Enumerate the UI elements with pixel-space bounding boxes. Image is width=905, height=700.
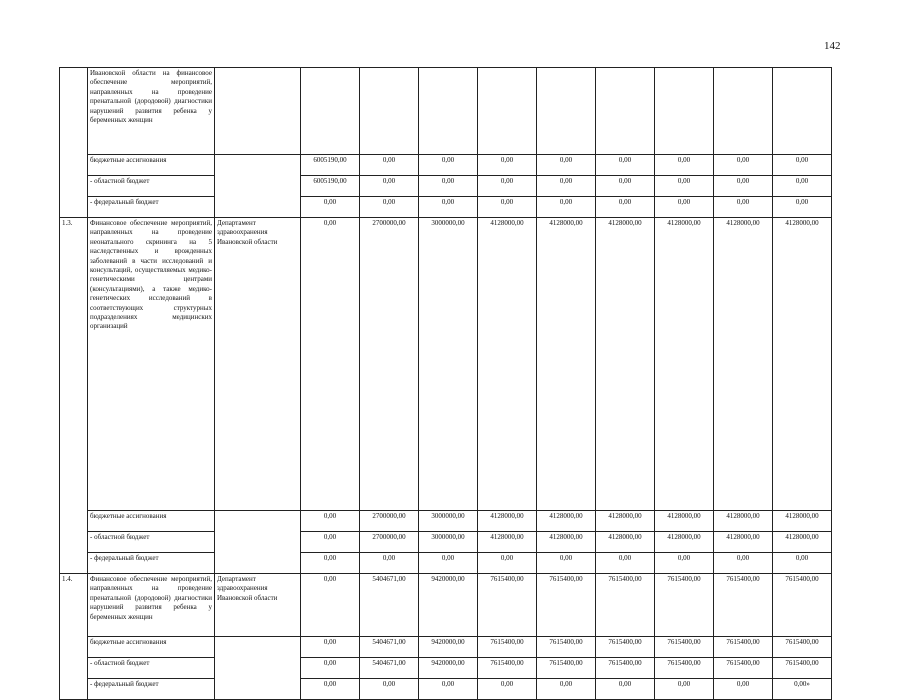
value-cell: 0,00	[655, 155, 714, 176]
value-cell: 6005190,00	[301, 155, 360, 176]
value-cell: 5404671,00	[360, 637, 419, 658]
value-cell: 0,00	[301, 197, 360, 218]
value-cell: 4128000,00	[655, 532, 714, 553]
value-cell: 0,00	[419, 176, 478, 197]
value-cell: 4128000,00	[537, 532, 596, 553]
budget-row	[60, 155, 832, 176]
value-cell: 0,00	[714, 553, 773, 574]
budget-row-label: - областной бюджет	[88, 658, 215, 679]
value-cell: 4128000,00	[478, 511, 537, 532]
value-cell: 6005190,00	[301, 176, 360, 197]
value-cell: 7615400,00	[714, 574, 773, 637]
value-cell: 0,00	[301, 218, 360, 511]
value-cell: 0,00	[419, 197, 478, 218]
measure-row	[60, 574, 832, 637]
value-cell	[360, 68, 419, 155]
value-cell	[478, 68, 537, 155]
value-cell: 4128000,00	[537, 511, 596, 532]
value-cell	[537, 68, 596, 155]
value-cell: 0,00	[596, 679, 655, 700]
value-cell: 7615400,00	[655, 658, 714, 679]
measure-description: Финансовое обеспечение мероприятий, направленных на проведение пренатальной (дородовой) диагностики нарушений развития ребенка у беременных женщин	[88, 574, 215, 637]
value-cell: 9420000,00	[419, 637, 478, 658]
value-cell: 0,00	[596, 155, 655, 176]
value-cell: 0,00	[537, 553, 596, 574]
value-cell: 0,00	[478, 679, 537, 700]
budget-row	[60, 511, 832, 532]
value-cell: 7615400,00	[478, 637, 537, 658]
budget-row-label: - областной бюджет	[88, 176, 215, 197]
budget-row	[60, 679, 832, 700]
measure-code: 1.4.	[60, 574, 88, 700]
value-cell: 5404671,00	[360, 574, 419, 637]
budget-row	[60, 553, 832, 574]
measure-row	[60, 68, 832, 155]
value-cell: 9420000,00	[419, 658, 478, 679]
value-cell: 0,00	[773, 155, 832, 176]
value-cell: 0,00	[773, 176, 832, 197]
value-cell: 0,00	[360, 553, 419, 574]
value-cell: 0,00	[596, 176, 655, 197]
value-cell: 7615400,00	[596, 574, 655, 637]
value-cell: 7615400,00	[537, 637, 596, 658]
budget-row-label: - федеральный бюджет	[88, 197, 215, 218]
value-cell	[419, 68, 478, 155]
value-cell: 0,00	[537, 197, 596, 218]
value-cell: 0,00	[537, 155, 596, 176]
value-cell: 0,00	[360, 679, 419, 700]
measure-executor	[215, 68, 301, 155]
value-cell: 0,00	[360, 197, 419, 218]
value-cell: 4128000,00	[478, 532, 537, 553]
value-cell	[301, 68, 360, 155]
value-cell: 0,00	[655, 176, 714, 197]
page-number: 142	[824, 40, 841, 52]
value-cell: 0,00	[714, 176, 773, 197]
measure-code	[60, 68, 88, 218]
measure-executor: Департамент здравоохранения Ивановской области	[215, 574, 301, 637]
value-cell: 0,00	[478, 155, 537, 176]
value-cell: 7615400,00	[596, 637, 655, 658]
budget-row	[60, 658, 832, 679]
value-cell: 4128000,00	[773, 511, 832, 532]
budget-row	[60, 532, 832, 553]
value-cell: 0,00	[301, 553, 360, 574]
value-cell: 0,00	[655, 679, 714, 700]
value-cell: 0,00	[655, 553, 714, 574]
value-cell: 4128000,00	[714, 532, 773, 553]
value-cell: 0,00	[419, 553, 478, 574]
executor-spacer	[215, 511, 301, 574]
value-cell: 7615400,00	[773, 658, 832, 679]
executor-spacer	[215, 155, 301, 218]
value-cell: 0,00	[360, 155, 419, 176]
budget-row-label: бюджетные ассигнования	[88, 155, 215, 176]
value-cell: 5404671,00	[360, 658, 419, 679]
budget-row-label: - федеральный бюджет	[88, 679, 215, 700]
value-cell: 7615400,00	[714, 637, 773, 658]
value-cell: 0,00	[596, 197, 655, 218]
budget-row	[60, 176, 832, 197]
value-cell: 0,00	[360, 176, 419, 197]
value-cell: 3000000,00	[419, 532, 478, 553]
value-cell: 4128000,00	[655, 218, 714, 511]
value-cell	[596, 68, 655, 155]
value-cell: 9420000,00	[419, 574, 478, 637]
value-cell: 0,00	[478, 176, 537, 197]
value-cell: 4128000,00	[596, 532, 655, 553]
measure-executor: Департамент здравоохранения Ивановской области	[215, 218, 301, 511]
value-cell: 0,00	[714, 679, 773, 700]
value-cell: 0,00	[301, 574, 360, 637]
value-cell	[714, 68, 773, 155]
value-cell: 7615400,00	[478, 658, 537, 679]
value-cell: 0,00	[419, 155, 478, 176]
value-cell: 4128000,00	[773, 532, 832, 553]
value-cell: 4128000,00	[478, 218, 537, 511]
value-cell: 0,00	[537, 176, 596, 197]
value-cell: 0,00	[714, 197, 773, 218]
measure-code: 1.3.	[60, 218, 88, 574]
value-cell: 2700000,00	[360, 532, 419, 553]
value-cell: 0,00	[301, 658, 360, 679]
value-cell: 0,00	[773, 553, 832, 574]
value-cell: 0,00	[596, 553, 655, 574]
value-cell: 7615400,00	[537, 574, 596, 637]
budget-row-label: бюджетные ассигнования	[88, 637, 215, 658]
value-cell: 4128000,00	[655, 511, 714, 532]
value-cell: 0,00	[773, 197, 832, 218]
value-cell: 4128000,00	[714, 511, 773, 532]
value-cell: 7615400,00	[478, 574, 537, 637]
budget-row-label: бюджетные ассигнования	[88, 511, 215, 532]
value-cell: 0,00	[301, 637, 360, 658]
measure-description: Финансовое обеспечение мероприятий, направленных на проведение неонатального скрининга на 5 наследственных и врожденных заболеваний в части исследований и консультаций, осуществляемых медико-генетическими центрами (консультациями), а также медико-генетических исследований в соответствующих структурных подразделениях медицинских организаций	[88, 218, 215, 511]
executor-spacer	[215, 637, 301, 700]
value-cell: 2700000,00	[360, 218, 419, 511]
value-cell: 7615400,00	[655, 637, 714, 658]
value-cell: 4128000,00	[537, 218, 596, 511]
value-cell: 7615400,00	[596, 658, 655, 679]
budget-row	[60, 197, 832, 218]
value-cell: 0,00	[655, 197, 714, 218]
value-cell: 7615400,00	[537, 658, 596, 679]
value-cell: 7615400,00	[773, 574, 832, 637]
value-cell: 0,00»	[773, 679, 832, 700]
value-cell: 4128000,00	[596, 511, 655, 532]
value-cell: 3000000,00	[419, 218, 478, 511]
value-cell: 7615400,00	[714, 658, 773, 679]
value-cell	[773, 68, 832, 155]
value-cell: 4128000,00	[596, 218, 655, 511]
value-cell: 3000000,00	[419, 511, 478, 532]
value-cell	[655, 68, 714, 155]
budget-table	[59, 67, 832, 700]
value-cell: 4128000,00	[773, 218, 832, 511]
measure-row	[60, 218, 832, 511]
budget-row-label: - федеральный бюджет	[88, 553, 215, 574]
value-cell: 0,00	[714, 155, 773, 176]
value-cell: 2700000,00	[360, 511, 419, 532]
value-cell: 7615400,00	[655, 574, 714, 637]
value-cell: 0,00	[301, 532, 360, 553]
value-cell: 0,00	[478, 553, 537, 574]
value-cell: 4128000,00	[714, 218, 773, 511]
value-cell: 0,00	[419, 679, 478, 700]
value-cell: 0,00	[301, 511, 360, 532]
value-cell: 0,00	[301, 679, 360, 700]
measure-description: Ивановской области на финансовое обеспечение мероприятий, направленных на проведение пренатальной (дородовой) диагностики нарушений развития ребенка у беременных женщин	[88, 68, 215, 155]
budget-row-label: - областной бюджет	[88, 532, 215, 553]
value-cell: 0,00	[537, 679, 596, 700]
value-cell: 0,00	[478, 197, 537, 218]
value-cell: 7615400,00	[773, 637, 832, 658]
